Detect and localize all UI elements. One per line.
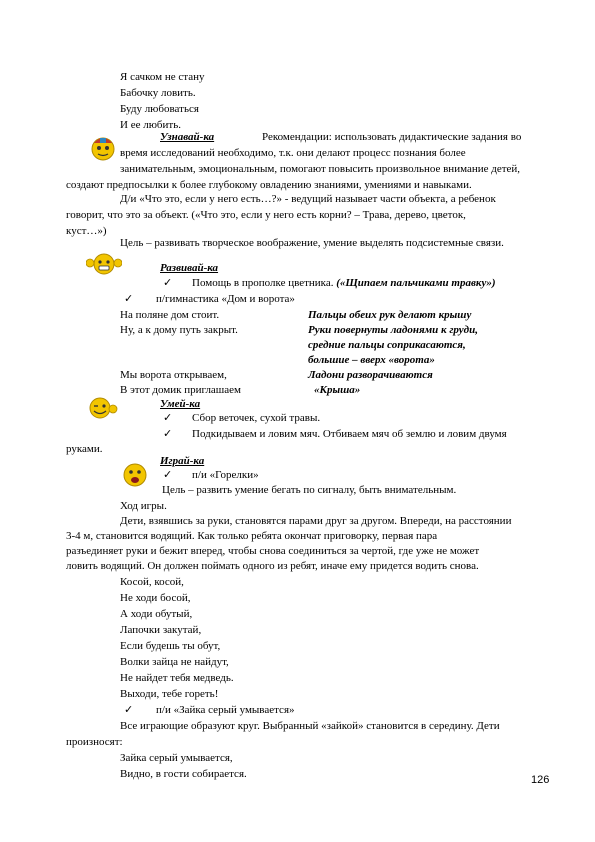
checkmark-icon: ✓ <box>163 412 173 424</box>
rhyme-action: Руки повернуты ладонями к груди, <box>308 324 478 336</box>
list-item-text: Подкидываем и ловим мяч. Отбиваем мяч об землю и ловим двумя <box>192 428 507 440</box>
list-item-text: п/и «Зайка серый умывается» <box>156 704 295 716</box>
poem-line: Видно, в гости собирается. <box>120 768 247 780</box>
poem-line: Если будешь ты обут, <box>120 640 221 652</box>
game-description: Дети, взявшись за руки, становятся парами друг за другом. Впереди, на расстоянии <box>120 515 512 527</box>
poem-line: Бабочку ловить. <box>120 87 196 99</box>
winking-smiley-icon <box>84 396 118 420</box>
rhyme-action: средние пальцы соприкасаются, <box>308 339 466 351</box>
game-description: ловить водящий. Он должен поймать одного из ребят, иначе ему придется водить снова. <box>66 560 479 572</box>
recommendation-text: занимательным, эмоциональным, помогают повысить произвольное внимание детей, <box>120 163 521 175</box>
game-description: Д/и «Что это, если у него есть…?» - ведущий называет части объекта, а ребенок <box>120 193 496 205</box>
page-number: 126 <box>531 774 550 786</box>
rhyme-action: большие – вверх «ворота» <box>308 354 435 366</box>
rhyme-line: На поляне дом стоит. <box>120 309 220 321</box>
rhyme-action: «Крыша» <box>314 384 361 396</box>
poem-line: Волки зайца не найдут, <box>120 656 229 668</box>
checkmark-icon: ✓ <box>163 469 173 481</box>
poem-line: Не найдет тебя медведь. <box>120 672 234 684</box>
section-heading-igraika: Играй-ка <box>160 455 205 467</box>
thinking-smiley-icon <box>88 133 118 163</box>
section-heading-razvivaika: Развивай-ка <box>160 262 219 274</box>
rhyme-action: Ладони разворачиваются <box>308 369 433 381</box>
list-item-text: руками. <box>66 443 103 455</box>
poem-line: И ее любить. <box>120 119 181 131</box>
rhyme-line: В этот домик приглашаем <box>120 384 242 396</box>
poem-line: Я сачком не стану <box>120 71 205 83</box>
list-item-note: («Щипаем пальчиками травку») <box>336 277 496 289</box>
poem-line: Зайка серый умывается, <box>120 752 233 764</box>
rhyme-action: Пальцы обеих рук делают крышу <box>308 309 472 321</box>
list-item-text: Сбор веточек, сухой травы. <box>192 412 321 424</box>
game-description: 3-4 м, становится водящий. Как только ребята окончат приговорку, первая пара <box>66 530 438 542</box>
poem-line: Выходи, тебе гореть! <box>120 688 219 700</box>
game-description: произносят: <box>66 736 123 748</box>
goal-text: Цель – развивать творческое воображение, умение выделять подсистемные связи. <box>120 237 504 249</box>
rhyme-line: Ну, а к дому путь закрыт. <box>120 324 238 336</box>
recommendation-text: время исследований необходимо, т.к. они делают процесс познания более <box>120 147 466 159</box>
game-description: разъединяет руки и бежит вперед, чтобы снова соединиться за чертой, где уже не может <box>66 545 480 557</box>
poem-line: Лапочки закутай, <box>120 624 202 636</box>
list-item-text: п/и «Горелки» <box>192 469 259 481</box>
game-course-heading: Ход игры. <box>120 500 167 512</box>
shouting-smiley-icon <box>120 460 150 490</box>
goal-text: Цель – развить умение бегать по сигналу, быть внимательным. <box>162 484 457 496</box>
checkmark-icon: ✓ <box>163 428 173 440</box>
list-item-text: п/гимнастика «Дом и ворота» <box>156 293 295 305</box>
poem-line: Не ходи босой, <box>120 592 191 604</box>
list-item <box>192 277 496 290</box>
game-description: говорит, что это за объект. («Что это, если у него есть корни? – Трава, дерево, цветок, <box>66 209 466 221</box>
game-description: Все играющие образуют круг. Выбранный «зайкой» становится в середину. Дети <box>120 720 500 732</box>
checkmark-icon: ✓ <box>163 277 173 289</box>
recommendation-text: создают предпосылки к более глубокому овладению знаниями, умениями и навыками. <box>66 179 472 191</box>
section-heading-uznavaika: Узнавай-ка <box>160 131 215 143</box>
list-item-text: Помощь в прополке цветника. <box>192 277 334 289</box>
poem-line: А ходи обутый, <box>120 608 193 620</box>
recommendation-text: Рекомендации: использовать дидактические задания во <box>262 131 522 143</box>
checkmark-icon: ✓ <box>124 704 134 716</box>
cheering-smiley-icon <box>86 251 122 277</box>
section-heading-umeika: Умей-ка <box>160 398 201 410</box>
poem-line: Буду любоваться <box>120 103 199 115</box>
checkmark-icon: ✓ <box>124 293 134 305</box>
rhyme-line: Мы ворота открываем, <box>120 369 227 381</box>
game-description: куст…») <box>66 225 107 237</box>
poem-line: Косой, косой, <box>120 576 184 588</box>
